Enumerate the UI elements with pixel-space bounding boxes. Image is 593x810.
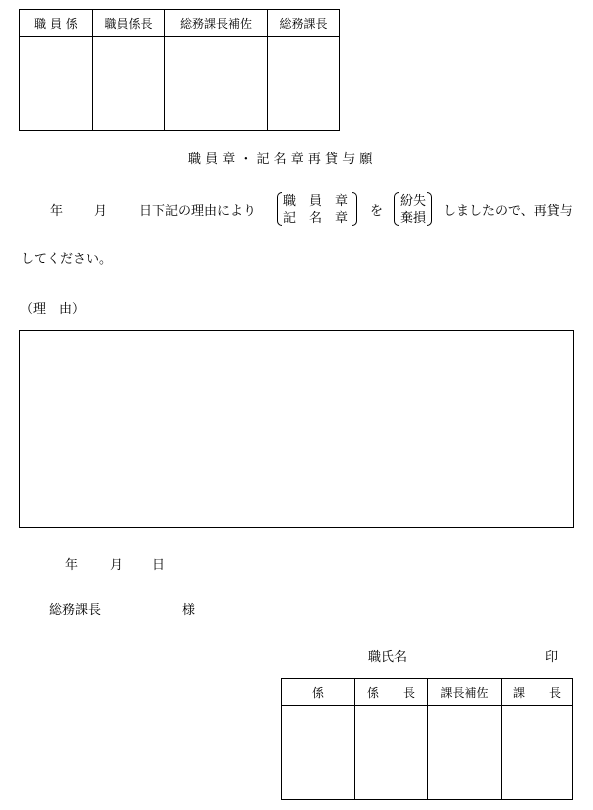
body-line2: してください。 bbox=[21, 252, 113, 267]
stamp-cell bbox=[355, 706, 428, 800]
body-month: 月 bbox=[94, 204, 108, 219]
bottom-stamp-header-chief: 係 長 bbox=[355, 679, 428, 706]
option-name-seal: 記 名 章 bbox=[283, 211, 349, 226]
date-month: 月 bbox=[110, 558, 124, 573]
date-day: 日 bbox=[152, 558, 166, 573]
stamp-cell bbox=[93, 37, 165, 131]
reason-label: （理 由） bbox=[20, 302, 86, 317]
stamp-cell bbox=[282, 706, 355, 800]
body-day-text: 日下記の理由により bbox=[139, 204, 257, 219]
brace-left-2 bbox=[394, 192, 399, 226]
signature-label: 職氏名 bbox=[368, 650, 408, 665]
document-title: 職 員 章 ・ 記 名 章 再 貸 与 願 bbox=[188, 152, 373, 167]
body-tail: しましたので、再貸与 bbox=[443, 204, 573, 219]
reason-box[interactable] bbox=[19, 330, 574, 528]
addressee-name: 総務課長 bbox=[49, 603, 102, 618]
brace-right-1 bbox=[352, 192, 357, 226]
brace-right-2 bbox=[427, 192, 432, 226]
seal-mark: 印 bbox=[545, 650, 559, 665]
body-year: 年 bbox=[50, 204, 64, 219]
stamp-cell bbox=[20, 37, 93, 131]
stamp-cell bbox=[502, 706, 573, 800]
date-year: 年 bbox=[65, 558, 79, 573]
stamp-cell bbox=[165, 37, 268, 131]
stamp-cell bbox=[268, 37, 340, 131]
stamp-header-chief: 職員係長 bbox=[93, 10, 165, 37]
stamp-header-deputy-manager: 総務課長補佐 bbox=[165, 10, 268, 37]
top-stamp-table bbox=[19, 9, 340, 131]
stamp-cell bbox=[428, 706, 502, 800]
stamp-header-manager: 総務課長 bbox=[268, 10, 340, 37]
addressee-honorific: 様 bbox=[182, 603, 196, 618]
bottom-stamp-header-deputy-manager: 課長補佐 bbox=[428, 679, 502, 706]
option-damaged: 棄損 bbox=[400, 211, 427, 226]
particle-wo: を bbox=[370, 204, 384, 219]
bottom-stamp-header-clerk: 係 bbox=[282, 679, 355, 706]
option-badge: 職 員 章 bbox=[283, 194, 349, 209]
bottom-stamp-table bbox=[281, 678, 573, 800]
option-lost: 紛失 bbox=[400, 194, 427, 209]
brace-left-1 bbox=[277, 192, 282, 226]
stamp-header-clerk: 職 員 係 bbox=[20, 10, 93, 37]
bottom-stamp-header-manager: 課 長 bbox=[502, 679, 573, 706]
